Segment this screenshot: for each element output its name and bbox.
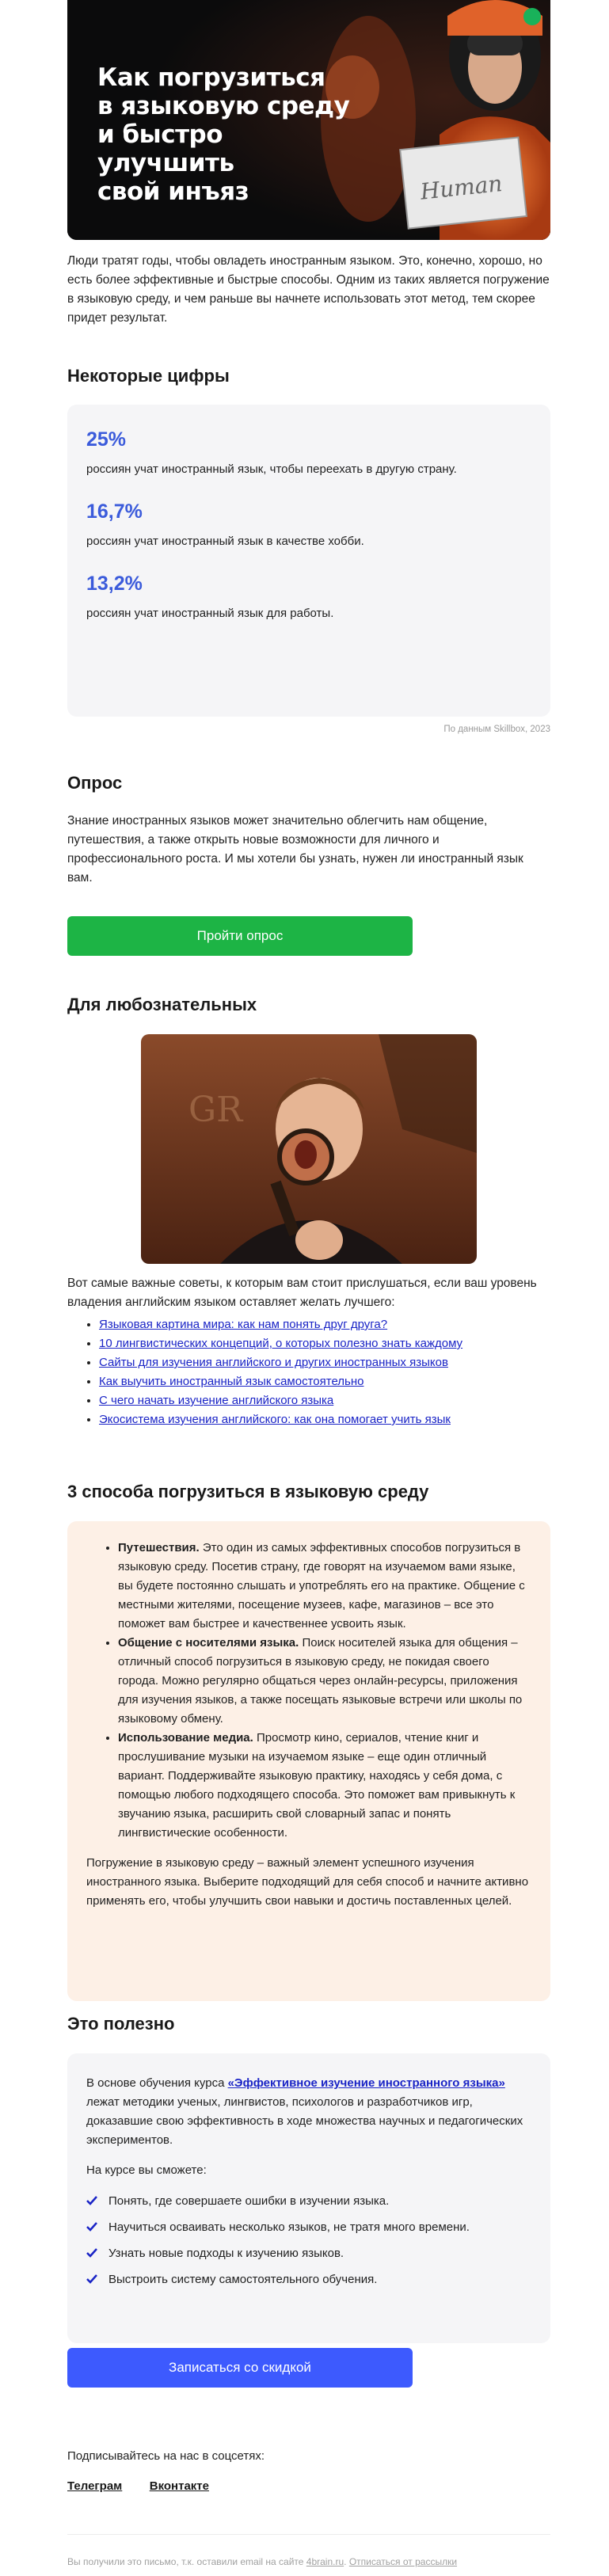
social-links (67, 2479, 233, 2494)
method-text: Просмотр кино, сериалов, чтение книг и прослушивание музыки на изучаемом языке – еще один отличный вариант. Поддерживайте языковую практику, находясь у себя дома, с помощью любого подходящего способа. Это поможет вам привыкнуть к звучанию языка, расширить свой словарный запас и понять лингвистические особенности. (118, 1731, 516, 1840)
list-item (118, 1539, 531, 1634)
methods-heading: 3 способа погрузиться в языковую среду (67, 1482, 429, 1501)
stat-text: россиян учат иностранный язык для работы. (86, 607, 334, 620)
svg-text:GR: GR (188, 1090, 243, 1130)
stat-value: 13,2% (86, 573, 143, 595)
vkontakte-link[interactable]: Вконтакте (149, 2479, 209, 2493)
article-link[interactable]: Экосистема изучения английского: как она помогает учить язык (99, 1413, 451, 1426)
stat-item (86, 573, 531, 622)
stat-value: 25% (86, 428, 127, 451)
take-survey-button[interactable]: Пройти опрос (67, 916, 413, 956)
course-description: В основе обучения курса «Эффективное изучение иностранного языка» лежат методики ученых, лингвистов, психологов и разработчиков игр, доказавшие свою эффективность в ходе множества научных и педагогических экспериментов. (86, 2076, 523, 2147)
stats-heading: Некоторые цифры (67, 366, 230, 386)
stat-item (86, 428, 531, 478)
methods-card (67, 1521, 550, 2001)
list-item (99, 1353, 550, 1372)
list-item (99, 1315, 550, 1334)
method-title: Общение с носителями языка. (118, 1636, 299, 1649)
list-item: Узнать новые подходы к изучению языков. (86, 2245, 531, 2262)
course-link[interactable]: «Эффективное изучение иностранного языка» (227, 2076, 505, 2090)
unsubscribe-link[interactable]: Отписаться от рассылки (348, 2556, 458, 2567)
article-link[interactable]: Сайты для изучения английского и других иностранных языков (99, 1356, 448, 1369)
checkmark-icon (86, 2247, 97, 2258)
method-text: Поиск носителей языка для общения – отличный способ погрузиться в языковую среду, не покидая своего города. Можно регулярно общаться через онлайн-ресурсы, приложения для изучения языков, а также посещать языковые встречи или школы по языковому обмену. (118, 1636, 523, 1726)
curious-heading: Для любознательных (67, 995, 257, 1014)
benefits-list (86, 2193, 531, 2289)
list-item (99, 1391, 550, 1410)
method-title: Путешествия. (118, 1541, 200, 1554)
article-link[interactable]: 10 лингвистических концепций, о которых полезно знать каждому (99, 1337, 463, 1350)
site-link[interactable]: 4brain.ru (306, 2556, 344, 2567)
stat-text: россиян учат иностранный язык в качестве хобби. (86, 535, 364, 548)
svg-text:Human: Human (419, 170, 504, 205)
list-item: Научиться осваивать несколько языков, не тратя много времени. (86, 2219, 531, 2236)
list-item (118, 1634, 531, 1729)
stat-value: 16,7% (86, 500, 143, 523)
enroll-discount-button[interactable]: Записаться со скидкой (67, 2348, 413, 2388)
stat-item (86, 500, 531, 550)
footer-divider (67, 2534, 550, 2535)
social-text: Подписывайтесь на нас в соцсетях: (67, 2449, 265, 2463)
course-card (67, 2053, 550, 2343)
hero-title: Как погрузиться в языковую среду и быстро улучшить свой инъяз (97, 63, 350, 206)
list-item (99, 1410, 550, 1429)
method-title: Использование медиа. (118, 1731, 253, 1745)
article-link[interactable]: С чего начать изучение английского языка (99, 1394, 334, 1407)
footer-text: Вы получили это письмо, т.к. оставили email на сайте 4brain.ru. Отписаться от рассылки (67, 2556, 458, 2567)
hero-banner (67, 0, 550, 240)
article-links (67, 1315, 550, 1429)
survey-text: Знание иностранных языков может значительно облегчить нам общение, путешествия, а также открыть новые возможности для личного и профессионального роста. И мы хотели бы узнать, нужен ли иностранный язык вам. (67, 814, 523, 885)
list-item: Выстроить систему самостоятельного обучения. (86, 2271, 531, 2289)
intro-text: Люди тратят годы, чтобы овладеть иностранным языком. Это, конечно, хорошо, но есть более эффективные и быстрые способы. Одним из таких является погружение в языковую среду, и чем раньше вы начнете использовать этот метод, тем скорее придет результат. (67, 254, 550, 325)
stats-card (67, 405, 550, 717)
list-item (99, 1372, 550, 1391)
list-item: Понять, где совершаете ошибки в изучении языка. (86, 2193, 531, 2210)
survey-heading: Опрос (67, 773, 123, 793)
stats-source: По данным Skillbox, 2023 (443, 725, 550, 734)
boy-magnifier-image (141, 1034, 477, 1264)
article-link[interactable]: Языковая картина мира: как нам понять друг друга? (99, 1318, 388, 1331)
useful-heading: Это полезно (67, 2014, 175, 2034)
course-you-can: На курсе вы сможете: (86, 2163, 207, 2177)
curious-text: Вот самые важные советы, к которым вам стоит прислушаться, если ваш уровень владения английским языком оставляет желать лучшего: (67, 1277, 537, 1309)
methods-summary: Погружение в языковую среду – важный элемент успешного изучения иностранного языка. Выберите подходящий для себя способ и начните активно применять его, чтобы улучшить свои навыки и достичь поставленных целей. (86, 1856, 529, 1908)
telegram-link[interactable]: Телеграм (67, 2479, 123, 2493)
checkmark-icon (86, 2274, 97, 2285)
brand-badge-icon (523, 8, 541, 25)
checkmark-icon (86, 2195, 97, 2206)
gif-illustration (141, 1034, 477, 1264)
stat-text: россиян учат иностранный язык, чтобы переехать в другую страну. (86, 462, 457, 476)
article-link[interactable]: Как выучить иностранный язык самостоятельно (99, 1375, 364, 1388)
methods-list (86, 1539, 531, 1843)
list-item (118, 1729, 531, 1843)
list-item (99, 1334, 550, 1353)
checkmark-icon (86, 2221, 97, 2232)
method-text: Это один из самых эффективных способов погрузиться в языковую среду. Посетив страну, где говорят на изучаемом вами языке, вы будете постоянно слышать и употреблять его на практике. Общение с местными жителями, посещение музеев, кафе, магазинов – все это поможет вам быстрее и качественнее усвоить язык. (118, 1541, 525, 1630)
